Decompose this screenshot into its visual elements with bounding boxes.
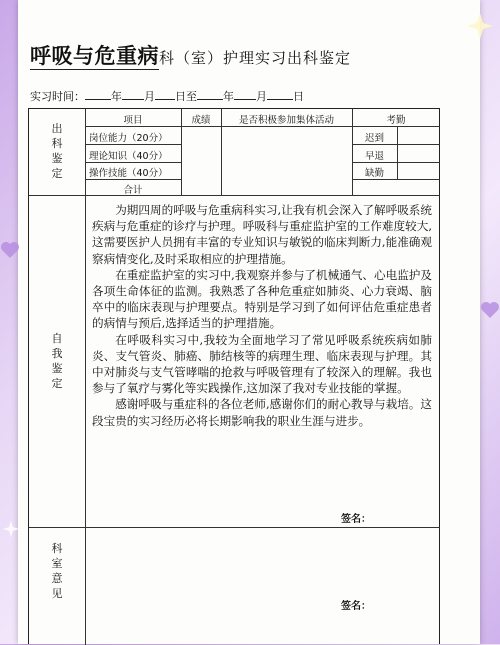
eval-section-text: 出 科 鉴 定: [51, 122, 63, 180]
col-header-score: 成绩: [191, 115, 211, 126]
attendance-row-divider: [352, 162, 440, 163]
col-header-activity: 是否积极参加集体活动: [238, 115, 334, 126]
start-month-blank: [122, 89, 144, 100]
self-evaluation-text: [92, 202, 432, 429]
end-month-blank: [234, 89, 256, 100]
document-title: [30, 40, 450, 74]
eval-section-label: [29, 121, 85, 181]
month-label: 月: [144, 90, 155, 103]
start-year-blank: [85, 89, 111, 100]
heart-decoration-icon: [0, 240, 20, 260]
row-divider: [85, 144, 181, 145]
dept-signature-label: 签名：: [341, 601, 371, 612]
start-day-blank: [155, 89, 175, 100]
month-label: 月: [256, 90, 267, 103]
header-row-divider: [85, 126, 440, 127]
year-label: 年: [111, 90, 122, 103]
day-to-label: 日至: [175, 90, 197, 103]
essay-paragraph: 感谢呼吸与重症科的各位老师,感谢你们的耐心教导与栽培。这段宝贵的实习经历必将长期影响我的职业生涯与进步。: [92, 397, 432, 428]
col-header-attendance: 考勤: [386, 115, 406, 126]
star-decoration-icon: [2, 520, 20, 538]
self-eval-signature-label: 签名：: [341, 514, 371, 525]
row-divider: [85, 162, 181, 163]
time-label: 实习时间：: [30, 90, 85, 103]
internship-time-row: [30, 88, 304, 104]
row-job-ability: 岗位能力（20分）: [89, 133, 168, 144]
essay-paragraph: 在呼吸科实习中,我较为全面地学习了常见呼吸系统疾病如肺炎、支气管炎、肺癌、肺结核等的病理生理、临床表现与护理。其中对肺炎与支气管哮喘的抢救与呼吸管理有了较深入的理解。我也参与了氧疗与雾化等实践操作,这加深了我对专业技能的掌握。: [92, 332, 432, 396]
day-label: 日: [293, 90, 304, 103]
section-divider: [29, 527, 440, 528]
essay-paragraph: 在重症监护室的实习中,我观察并参与了机械通气、心电监护及各项生命体征的监测。我熟悉了各种危重症如肺炎、心力衰竭、脑卒中的临床表现与护理要点。特别是学习到了如何评估危重症患者的病情与预后,选择适当的护理措施。: [92, 267, 432, 331]
self-eval-text: 自 我 鉴 定: [51, 332, 63, 390]
title-suffix: 科（室）护理实习出科鉴定: [159, 49, 352, 67]
dept-opinion-text: 科 室 意 见: [51, 542, 63, 600]
attendance-value-divider: [397, 127, 398, 179]
col-header-item: 项目: [123, 115, 143, 126]
row-total: 合计: [123, 185, 143, 196]
star-decoration-icon: [466, 12, 494, 40]
attendance-late: 迟到: [364, 133, 384, 144]
row-theory: 理论知识（40分）: [89, 151, 168, 162]
year-label: 年: [223, 90, 234, 103]
essay-paragraph: 为期四周的呼吸与危重病科实习,让我有机会深入了解呼吸系统疾病与危重症的诊疗与护理。呼吸科与重症监护室的工作难度较大,这需要医护人员拥有丰富的专业知识与敏锐的临床判断力,能准确观察病情变化,及时采取相应的护理措施。: [92, 203, 432, 266]
row-divider: [85, 179, 181, 180]
heart-decoration-icon: [480, 300, 500, 320]
attendance-row-divider: [352, 179, 440, 180]
attendance-row-divider: [352, 144, 440, 145]
attendance-early-leave: 早退: [364, 151, 384, 162]
title-department: 呼吸与危重病: [30, 44, 159, 68]
attendance-absent: 缺勤: [364, 168, 384, 179]
self-eval-label: [29, 331, 85, 391]
end-day-blank: [267, 89, 293, 100]
dept-opinion-label: [29, 541, 85, 601]
row-operation: 操作技能（40分）: [89, 168, 168, 179]
end-year-blank: [197, 89, 223, 100]
